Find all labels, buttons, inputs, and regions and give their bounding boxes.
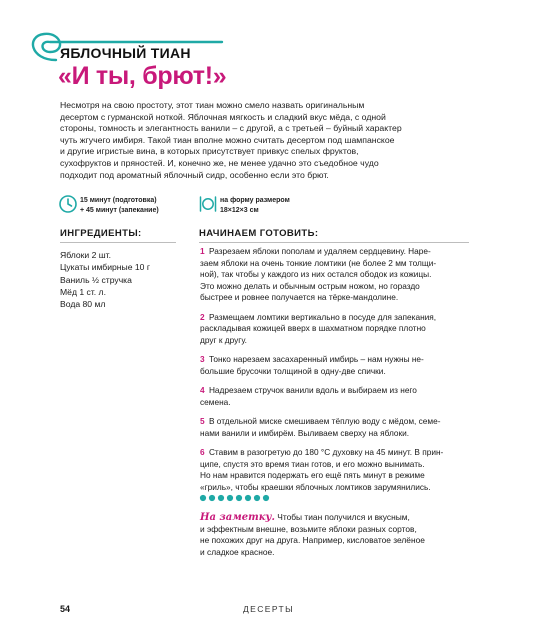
ingredient-item: Ваниль ½ стручка xyxy=(60,274,132,285)
ingredients-divider xyxy=(60,242,176,243)
step-line: Тонко нарезаем засахаренный имбирь – нам нужны не- xyxy=(208,354,424,364)
intro-line: Несмотря на свою простоту, этот тиан можно смело назвать оригинальным xyxy=(60,100,365,110)
step-4 xyxy=(200,385,468,408)
step-number: 4 xyxy=(200,385,205,395)
step-1 xyxy=(200,246,468,304)
step-2 xyxy=(200,312,468,347)
dish-size-info xyxy=(220,196,290,215)
prep-time: 15 минут (подготовка) xyxy=(80,197,157,204)
step-3 xyxy=(200,354,468,377)
tip-line: и эффектным внешне, возьмите яблоки разных сортов, xyxy=(200,523,417,534)
tip-line: Чтобы тиан получился и вкусным, xyxy=(277,512,410,522)
step-line: Ставим в разогретую до 180 °С духовку на 45 минут. В прин- xyxy=(208,447,444,457)
step-line: Но нам нравится подержать его ещё пять минут в режиме xyxy=(200,470,425,480)
bake-time: + 45 минут (запекание) xyxy=(80,206,159,214)
ingredient-item: Цукаты имбирные 10 г xyxy=(60,262,150,273)
method-steps xyxy=(200,246,468,493)
step-5 xyxy=(200,416,468,439)
step-line: ной), так чтобы у каждого из них остался ободок из кожицы. xyxy=(200,269,432,279)
step-number: 5 xyxy=(200,416,205,426)
intro-line: и другие игристые вина, в которых присутствует привкус спелых фруктов, xyxy=(60,146,359,157)
intro-line: стороны, томность и элегантность ванили – с другой, а с третьей – буйный характер xyxy=(60,123,402,134)
step-line: раскладывая кожицей вверх в шахматном порядке плотно xyxy=(200,323,426,333)
dotted-divider xyxy=(199,493,274,503)
step-line: друг к другу. xyxy=(200,334,247,345)
step-number: 6 xyxy=(200,447,205,457)
step-line: Надрезаем стручок ванили вдоль и выбираем из него xyxy=(208,385,417,395)
step-line: Это можно делать и обычным острым ножом, но гораздо xyxy=(200,280,420,291)
method-divider xyxy=(199,242,469,243)
dish-size-label: на форму размером xyxy=(220,197,290,204)
step-line: нами ванили и имбирём. Выливаем сверху на яблоки. xyxy=(200,427,410,438)
step-line: «гриль», чтобы краешки яблочных ломтиков зарумянились. xyxy=(200,481,431,492)
step-6 xyxy=(200,447,468,493)
step-line: Разрезаем яблоки пополам и удаляем сердцевину. Наре- xyxy=(208,246,431,256)
ingredient-item: Яблоки 2 шт. xyxy=(60,250,112,260)
step-line: заем яблоки на очень тонкие ломтики (не более 2 мм толщи- xyxy=(200,257,437,268)
step-line: быстрее и ровнее получается на тёрке-мандолине. xyxy=(200,292,399,302)
ingredients-list xyxy=(60,249,150,310)
step-number: 1 xyxy=(200,246,205,256)
method-heading: НАЧИНАЕМ ГОТОВИТЬ: xyxy=(199,228,319,239)
tip-label: На заметку. xyxy=(200,512,275,523)
step-line: большие брусочки толщиной в одну-две спички. xyxy=(200,365,386,376)
step-number: 2 xyxy=(200,311,205,322)
tip-note xyxy=(200,512,468,559)
clock-icon xyxy=(58,194,78,214)
recipe-subtitle: ЯБЛОЧНЫЙ ТИАН xyxy=(60,45,191,61)
step-line: В отдельной миске смешиваем тёплую воду с мёдом, семе- xyxy=(208,416,441,426)
intro-line: сухофруктов и пряностей. И, конечно же, не менее удачно это съедобное чудо xyxy=(60,157,379,168)
section-name: ДЕСЕРТЫ xyxy=(243,604,295,614)
dish-size-value: 18×12×3 см xyxy=(220,206,259,214)
intro-line: чуть жгучего имбиря. Такой тиан вполне можно считать десертом под шампанское xyxy=(60,134,395,145)
step-line: семена. xyxy=(200,396,231,407)
step-line: Размещаем ломтики вертикально в посуде для запекания, xyxy=(208,311,437,322)
intro-line: десертом с гурманской ноткой. Яблочная мягкость и сладкий вкус мёда, с одной xyxy=(60,111,386,122)
ingredients-heading: ИНГРЕДИЕНТЫ: xyxy=(60,228,142,239)
page-number: 54 xyxy=(60,604,71,614)
step-number: 3 xyxy=(200,354,205,364)
ingredient-item: Вода 80 мл xyxy=(60,299,106,310)
plate-cutlery-icon xyxy=(198,194,218,214)
intro-paragraph xyxy=(60,100,475,181)
recipe-title: «И ты, брют!» xyxy=(58,62,227,90)
time-info xyxy=(80,196,159,215)
intro-line: подходит под ароматный яблочный сидр, особенно если это брют. xyxy=(60,169,329,180)
tip-line: и сладкое красное. xyxy=(200,547,275,558)
tip-line: не похожих друг на друга. Например, кисловатое зелёное xyxy=(200,535,425,546)
ingredient-item: Мёд 1 ст. л. xyxy=(60,286,106,297)
step-line: ципе, спустя это время тиан готов, и его можно вынимать. xyxy=(200,458,425,469)
